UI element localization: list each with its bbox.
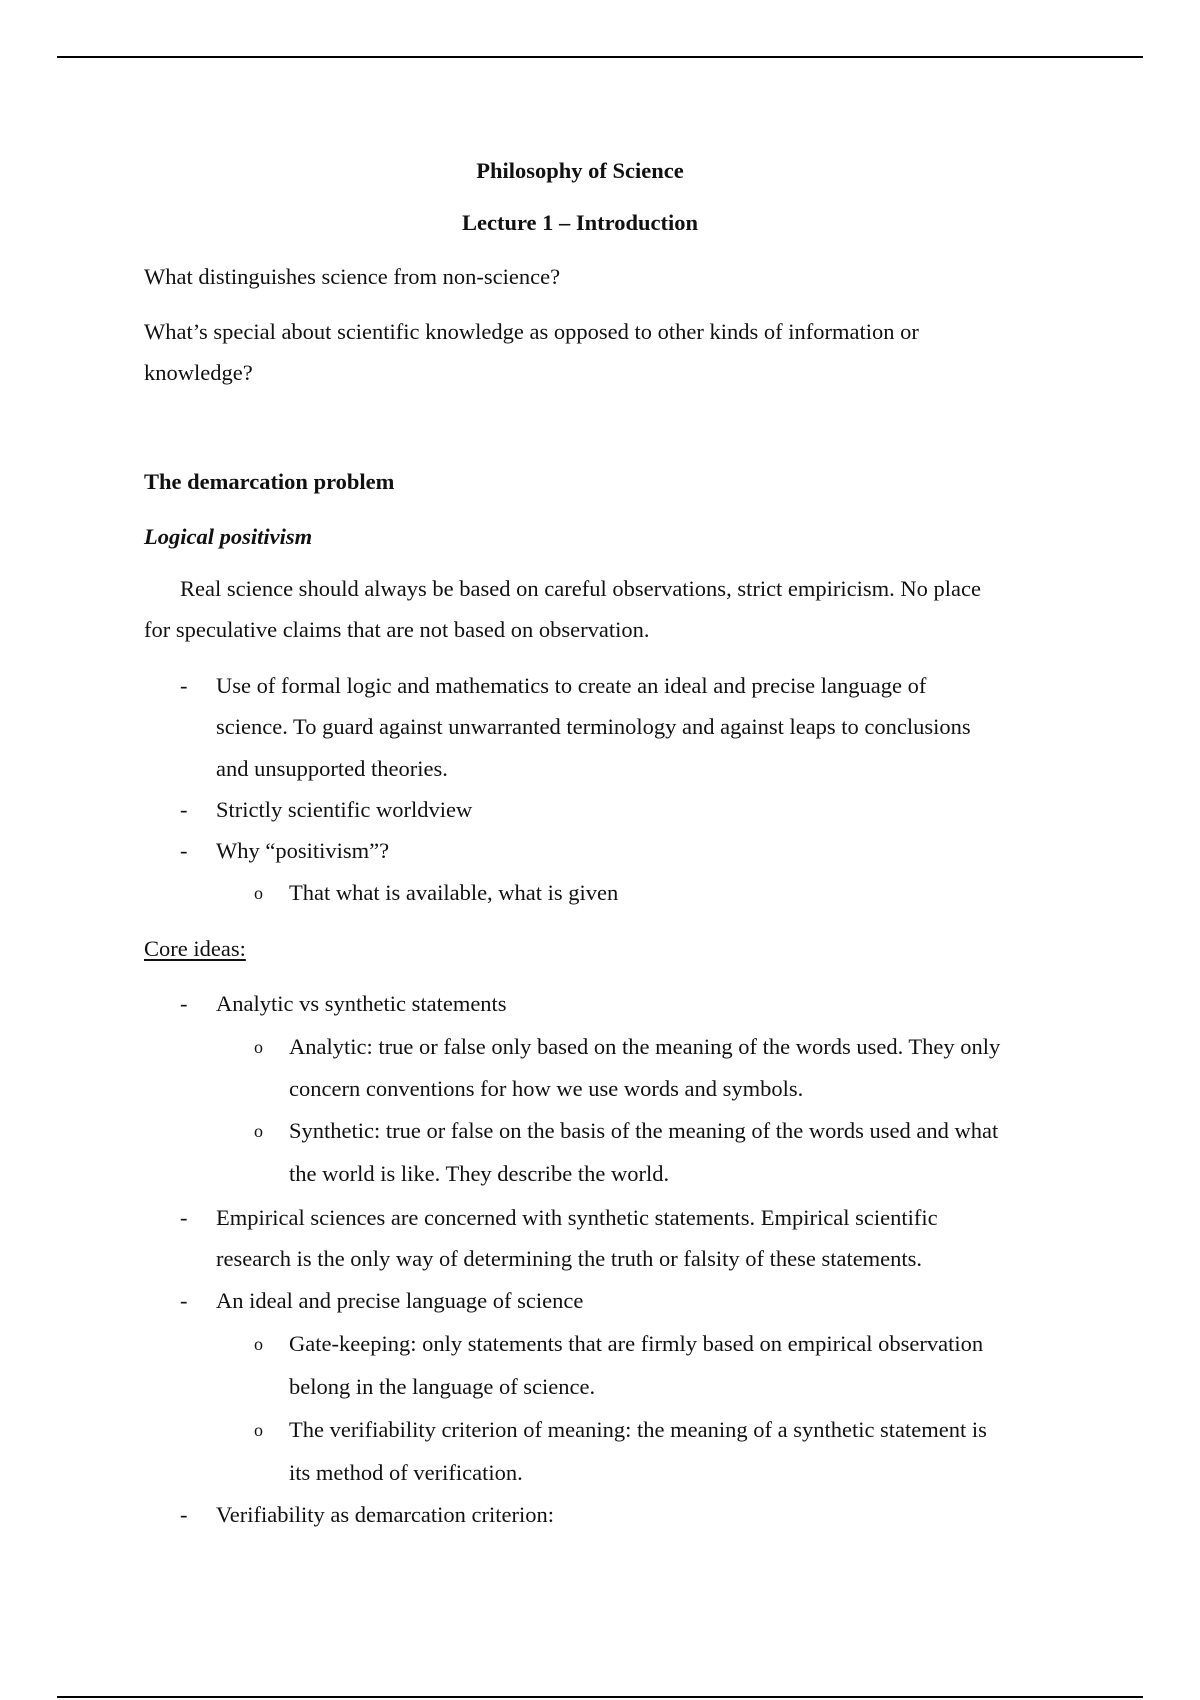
list-item: Why “positivism”? <box>216 838 390 863</box>
dash-bullet: - <box>180 991 188 1016</box>
list-item: Strictly scientific worldview <box>216 797 473 822</box>
sub-list-item-cont: the world is like. They describe the world. <box>289 1161 670 1186</box>
intro-question-2: What’s special about scientific knowledge as opposed to other kinds of information or <box>144 319 919 344</box>
sub-list-item: Synthetic: true or false on the basis of the meaning of the words used and what <box>289 1118 999 1143</box>
sub-list-item: Gate-keeping: only statements that are firmly based on empirical observation <box>289 1331 984 1356</box>
intro-question-1: What distinguishes science from non-science? <box>144 264 561 289</box>
intro-question-2-cont: knowledge? <box>144 360 253 385</box>
sub-list-item: Analytic: true or false only based on the meaning of the words used. They only <box>289 1034 1001 1059</box>
top-rule <box>57 56 1143 58</box>
dash-bullet: - <box>180 1502 188 1527</box>
list-item-cont: science. To guard against unwarranted terminology and against leaps to conclusions <box>216 714 971 739</box>
subsection-heading: Logical positivism <box>144 524 313 549</box>
circle-bullet-icon: o <box>254 1420 263 1440</box>
dash-bullet: - <box>180 797 188 822</box>
circle-bullet-icon: o <box>254 1037 263 1057</box>
circle-bullet-icon: o <box>254 1334 263 1354</box>
sub-list-item-cont: its method of verification. <box>289 1460 523 1485</box>
section-heading: The demarcation problem <box>144 469 395 494</box>
document-title: Philosophy of Science <box>476 158 684 183</box>
list-item-cont: and unsupported theories. <box>216 756 448 781</box>
core-ideas-label: Core ideas: <box>144 936 246 961</box>
circle-bullet-icon: o <box>254 1121 263 1141</box>
sub-list-item: The verifiability criterion of meaning: the meaning of a synthetic statement is <box>289 1417 987 1442</box>
circle-bullet-icon: o <box>254 883 263 903</box>
list-item: Use of formal logic and mathematics to create an ideal and precise language of <box>216 673 927 698</box>
dash-bullet: - <box>180 1288 188 1313</box>
list-item: Empirical sciences are concerned with synthetic statements. Empirical scientific <box>216 1205 938 1230</box>
dash-bullet: - <box>180 1205 188 1230</box>
lecture-subtitle: Lecture 1 – Introduction <box>461 210 699 235</box>
dash-bullet: - <box>180 673 188 698</box>
dash-bullet: - <box>180 838 188 863</box>
sub-list-item-cont: concern conventions for how we use words and symbols. <box>289 1076 804 1101</box>
list-item-cont: research is the only way of determining the truth or falsity of these statements. <box>216 1246 923 1271</box>
paragraph-line-1: Real science should always be based on careful observations, strict empiricism. No place <box>180 576 981 601</box>
sub-list-item-cont: belong in the language of science. <box>289 1374 596 1399</box>
list-item: Analytic vs synthetic statements <box>216 991 507 1016</box>
sub-list-item: That what is available, what is given <box>289 880 619 905</box>
list-item: An ideal and precise language of science <box>216 1288 584 1313</box>
list-item: Verifiability as demarcation criterion: <box>216 1502 554 1527</box>
bottom-rule <box>57 1696 1143 1698</box>
paragraph-line-2: for speculative claims that are not based on observation. <box>144 617 650 642</box>
